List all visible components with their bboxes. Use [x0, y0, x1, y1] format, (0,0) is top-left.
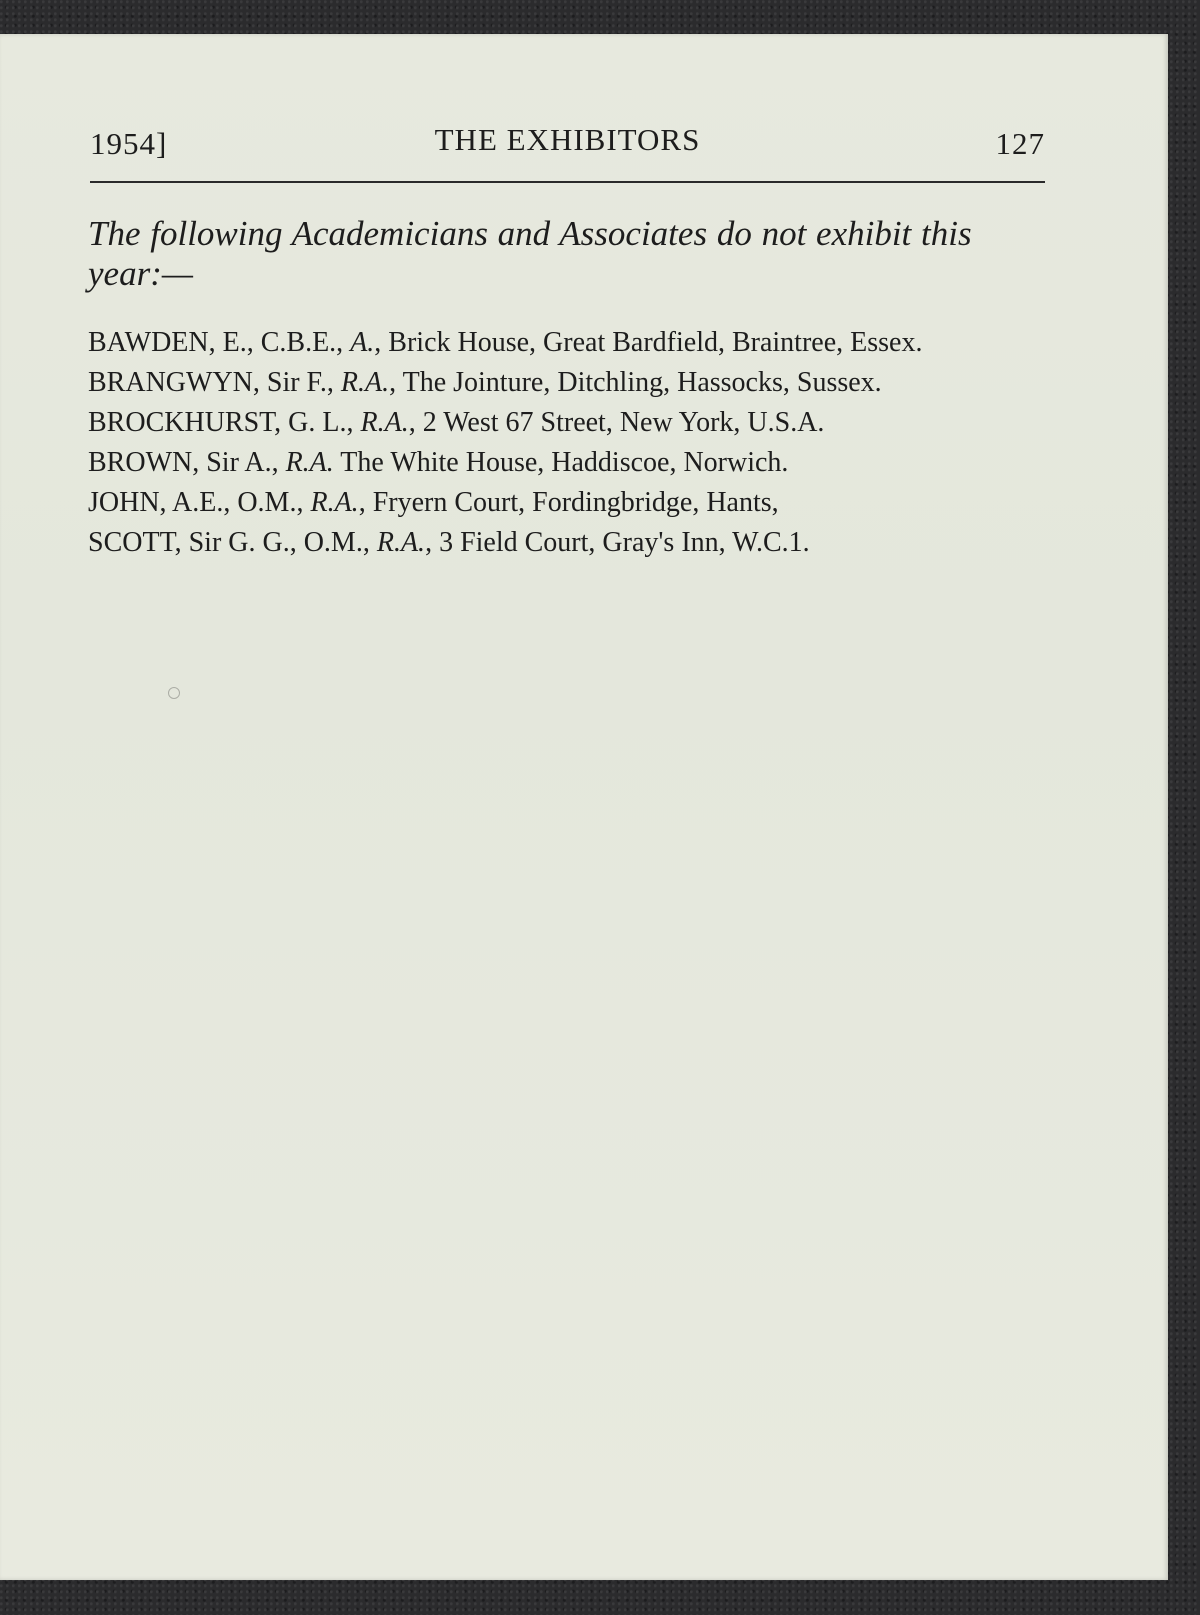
running-head-title: THE EXHIBITORS: [434, 122, 701, 157]
book-page: [0, 34, 1168, 1580]
entry-rank: R.A.: [310, 487, 359, 518]
header-rule: [90, 181, 1045, 183]
list-item: [80, 366, 1040, 400]
exhibitor-list: [80, 326, 1040, 566]
list-item: [80, 406, 1040, 440]
intro-paragraph: The following Academicians and Associates do not exhibit this year:—: [88, 214, 972, 293]
list-item: [80, 326, 1040, 360]
entry-address: , Fryern Court, Fordingbridge, Hants,: [358, 487, 779, 518]
list-item: [80, 486, 1040, 520]
entry-rank: R.A.: [285, 447, 334, 478]
entry-name: BAWDEN, E., C.B.E.,: [88, 327, 351, 358]
entry-address: The White House, Haddiscoe, Norwich.: [333, 447, 789, 478]
paper-blemish: [168, 687, 180, 699]
entry-address: , 3 Field Court, Gray's Inn, W.C.1.: [425, 527, 810, 558]
entry-address: , 2 West 67 Street, New York, U.S.A.: [408, 407, 825, 438]
entry-name: BROWN, Sir A.,: [88, 447, 286, 478]
entry-name: SCOTT, Sir G. G., O.M.,: [88, 527, 377, 558]
list-item: [80, 526, 1040, 560]
page-number: 127: [995, 126, 1045, 161]
entry-address: , The Jointure, Ditchling, Hassocks, Sussex.: [389, 367, 882, 398]
entry-rank: A.: [350, 327, 375, 358]
entry-name: JOHN, A.E., O.M.,: [88, 487, 311, 518]
running-head: [90, 122, 1045, 166]
running-head-year: 1954]: [90, 126, 168, 161]
entry-address: , Brick House, Great Bardfield, Braintree, Essex.: [374, 327, 923, 358]
entry-rank: R.A.: [360, 407, 409, 438]
list-item: [80, 446, 1040, 480]
entry-rank: R.A.: [340, 367, 390, 398]
entry-name: BROCKHURST, G. L.,: [88, 407, 361, 438]
entry-rank: R.A.: [376, 527, 426, 558]
entry-name: BRANGWYN, Sir F.,: [88, 367, 341, 398]
